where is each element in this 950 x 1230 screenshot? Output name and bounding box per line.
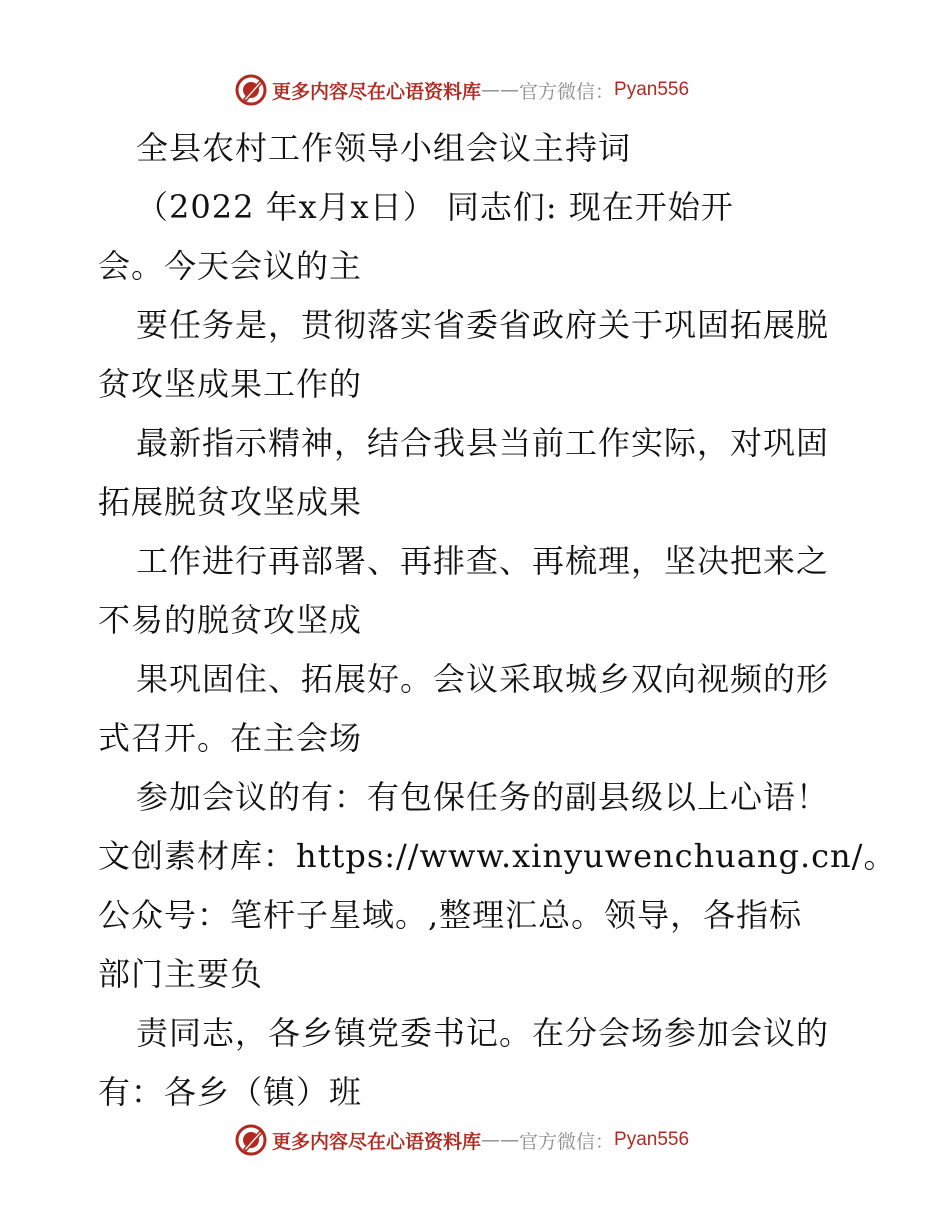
banner-wechat-id: Pyan556 — [614, 79, 690, 100]
text-line: 公众号：笔杆子星域。,整理汇总。领导，各指标 — [98, 896, 803, 934]
text-line: 有：各乡（镇）班 — [98, 1073, 363, 1111]
text-line: 不易的脱贫攻坚成 — [98, 601, 363, 639]
text-line: 责同志，各乡镇党委书记。在分会场参加会议的 — [136, 1014, 830, 1052]
text-line: （2022 年x月x日） 同志们: 现在开始开 — [136, 188, 734, 226]
banner-wechat-id: Pyan556 — [614, 1129, 690, 1150]
banner-wechat-label: 官方微信： — [519, 80, 615, 103]
text-line: 参加会议的有：有包保任务的副县级以上心语！ — [136, 778, 830, 816]
text-line: 会。今天会议的主 — [98, 247, 363, 285]
header-watermark-banner — [234, 72, 689, 108]
text-line: 文创素材库：https://www.xinyuwenchuang.cn/。 — [98, 837, 897, 875]
text-line: 最新指示精神，结合我县当前工作实际，对巩固 — [136, 424, 830, 462]
banner-separator: —— — [481, 1129, 520, 1151]
footer-watermark-banner — [234, 1122, 689, 1158]
banner-slogan: 更多内容尽在心语资料库 — [272, 80, 482, 103]
banner-separator: —— — [481, 79, 520, 101]
text-line: 贫攻坚成果工作的 — [98, 365, 363, 403]
text-line: 部门主要负 — [98, 955, 264, 993]
banner-wechat-label: 官方微信： — [519, 1130, 615, 1153]
banner-slogan: 更多内容尽在心语资料库 — [272, 1130, 482, 1153]
text-line: 式召开。在主会场 — [98, 719, 363, 757]
pen-logo-icon — [234, 73, 268, 107]
pen-logo-icon — [234, 1123, 268, 1157]
text-line: 果巩固住、拓展好。会议采取城乡双向视频的形 — [136, 660, 830, 698]
document-title: 全县农村工作领导小组会议主持词 — [136, 129, 632, 167]
text-line: 要任务是，贯彻落实省委省政府关于巩固拓展脱 — [136, 306, 830, 344]
text-line: 拓展脱贫攻坚成果 — [98, 483, 363, 521]
text-line: 工作进行再部署、再排查、再梳理，坚决把来之 — [136, 542, 830, 580]
